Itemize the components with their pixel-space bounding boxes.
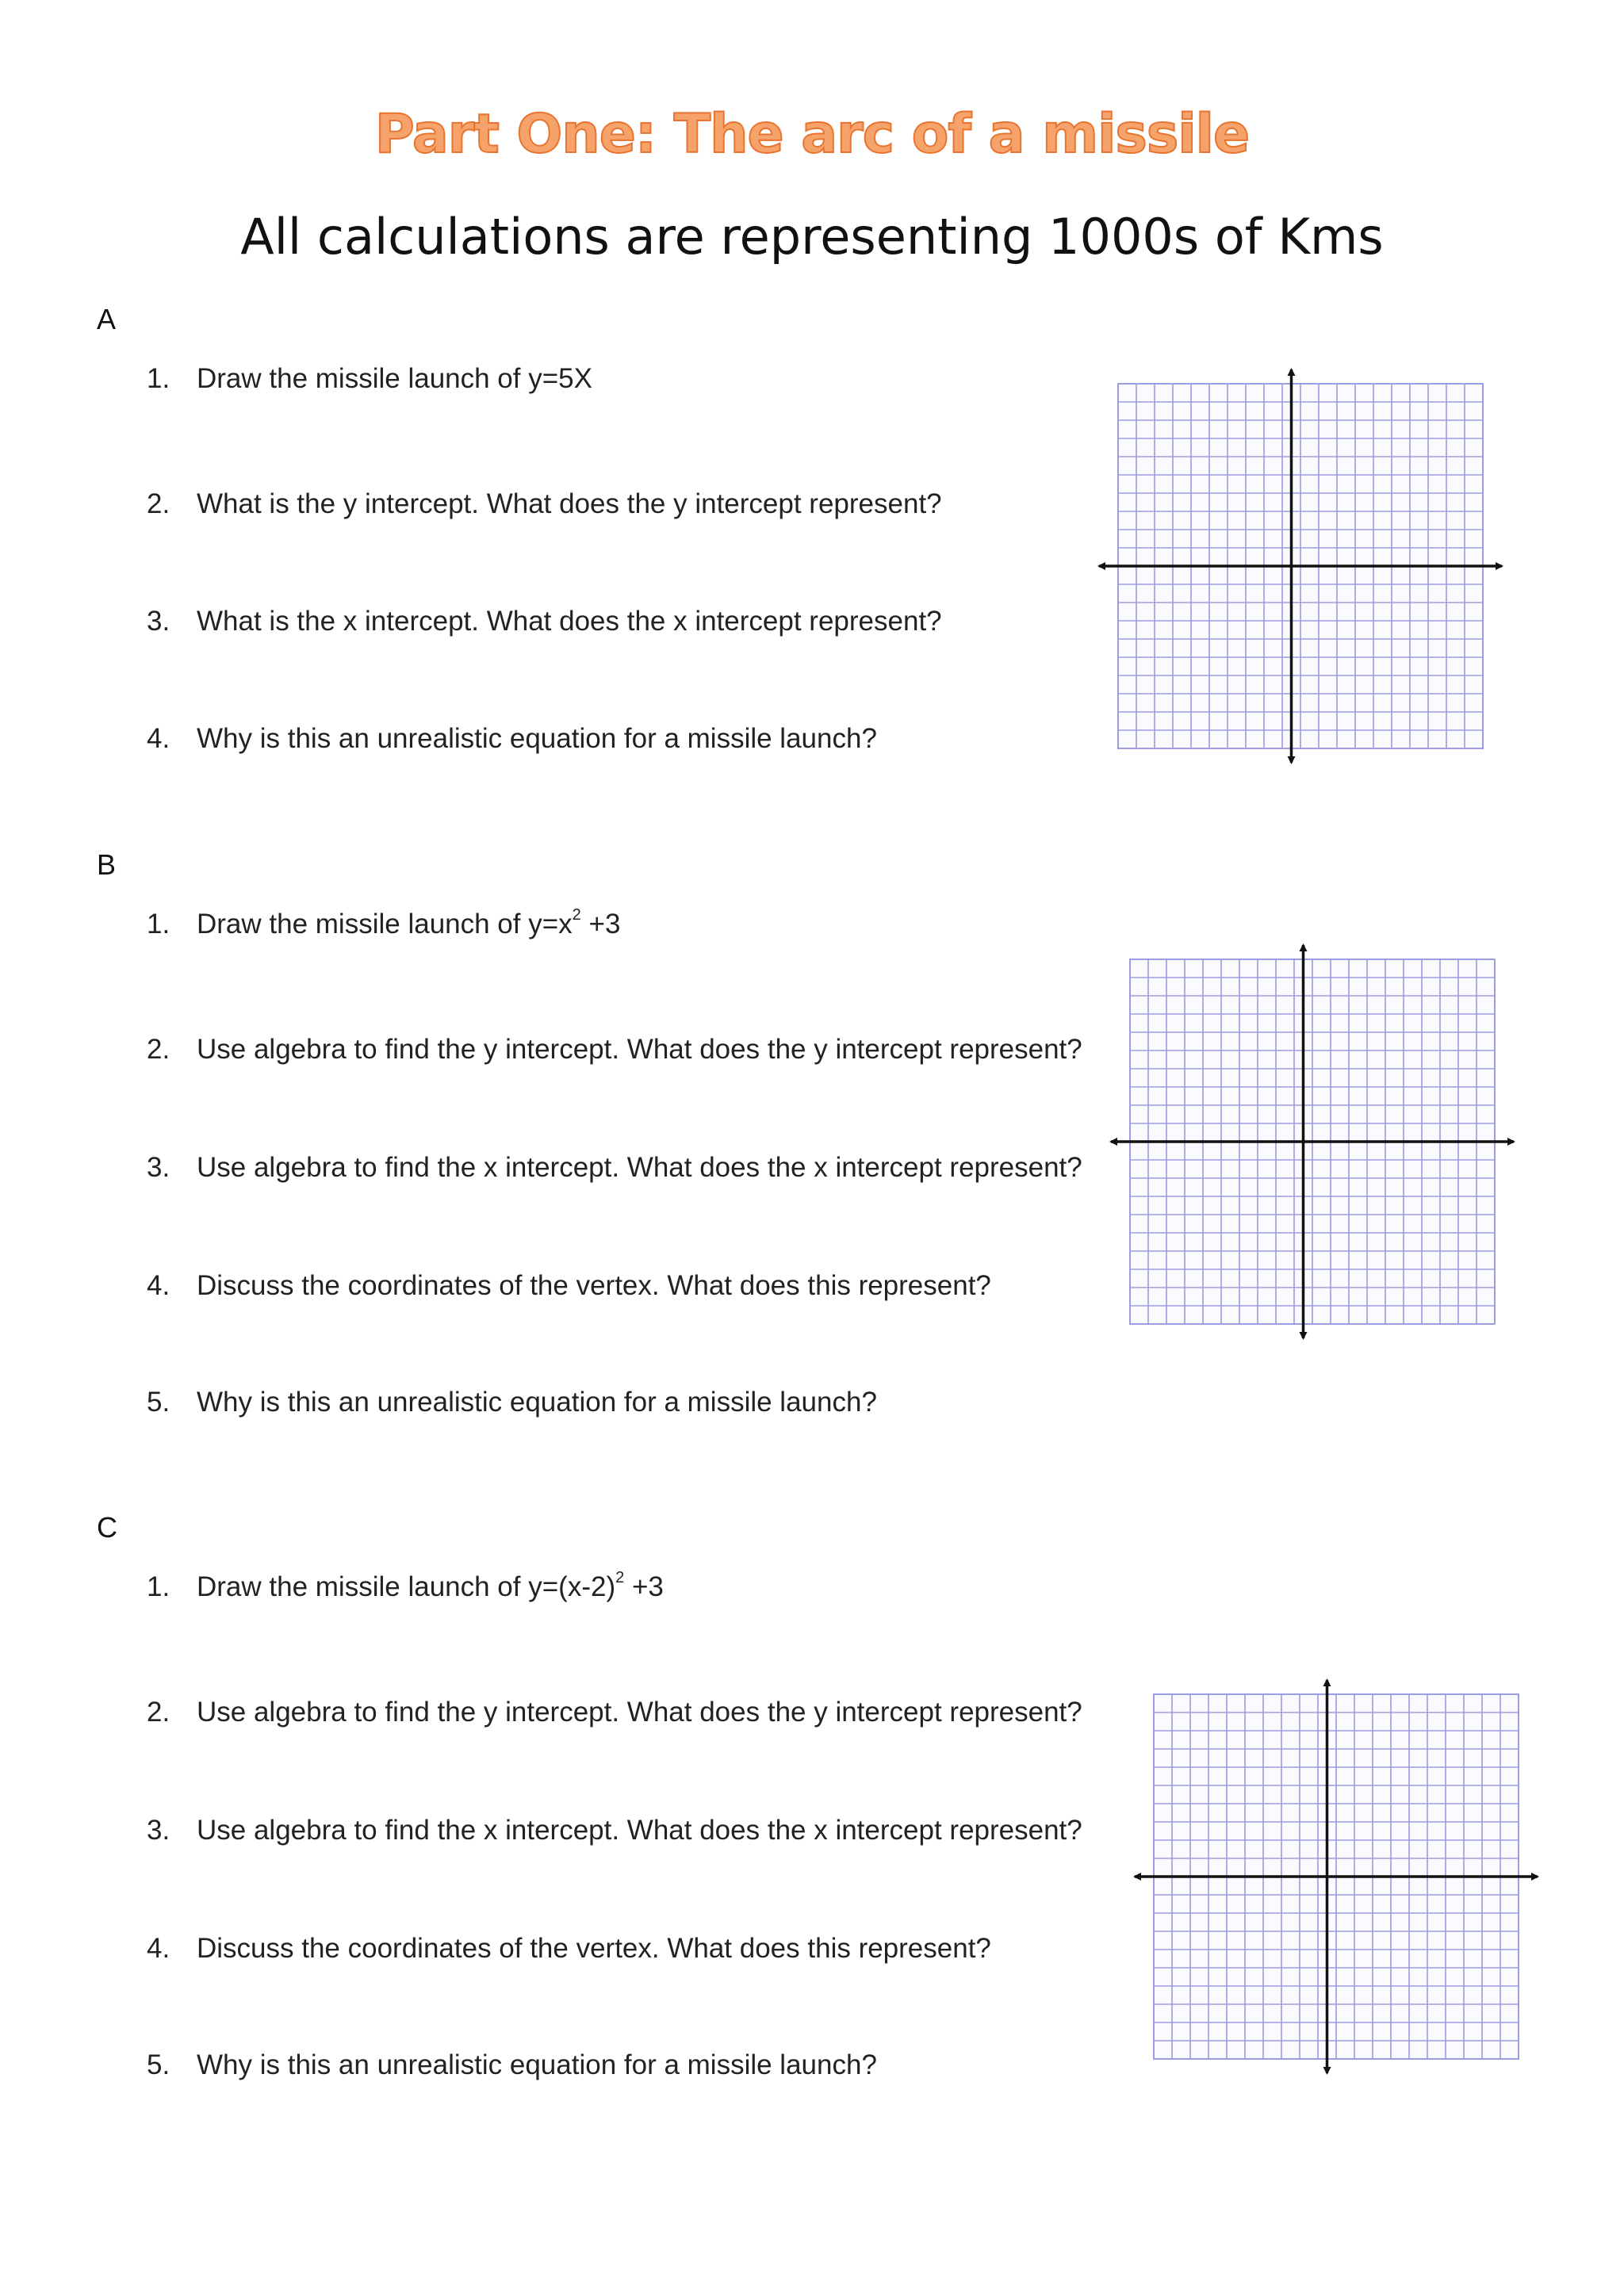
y-axis-arrow-up [1323, 1678, 1331, 1686]
x-axis-arrow-left [1097, 562, 1105, 570]
y-axis-arrow-up [1288, 368, 1296, 376]
x-axis-arrow-left [1133, 1873, 1141, 1881]
page-subtitle: All calculations are representing 1000s of Kms [240, 208, 1384, 266]
section-label-b: B [97, 848, 117, 881]
x-axis-arrow-right [1507, 1138, 1515, 1146]
y-axis-arrow-down [1323, 2067, 1331, 2075]
y-axis-arrow-down [1288, 756, 1296, 764]
coordinate-grid-a[interactable] [1094, 366, 1507, 771]
section-label-a: A [97, 303, 117, 335]
x-axis-arrow-right [1531, 1873, 1539, 1881]
section-label-c: C [97, 1511, 117, 1544]
y-axis-arrow-down [1300, 1332, 1308, 1340]
x-axis-arrow-left [1109, 1138, 1117, 1146]
page-title: Part One: The arc of a missile [374, 103, 1250, 166]
coordinate-grid-c[interactable] [1130, 1677, 1542, 2081]
coordinate-grid-b[interactable] [1106, 942, 1519, 1346]
x-axis-arrow-right [1496, 562, 1503, 570]
y-axis-arrow-up [1300, 943, 1308, 951]
